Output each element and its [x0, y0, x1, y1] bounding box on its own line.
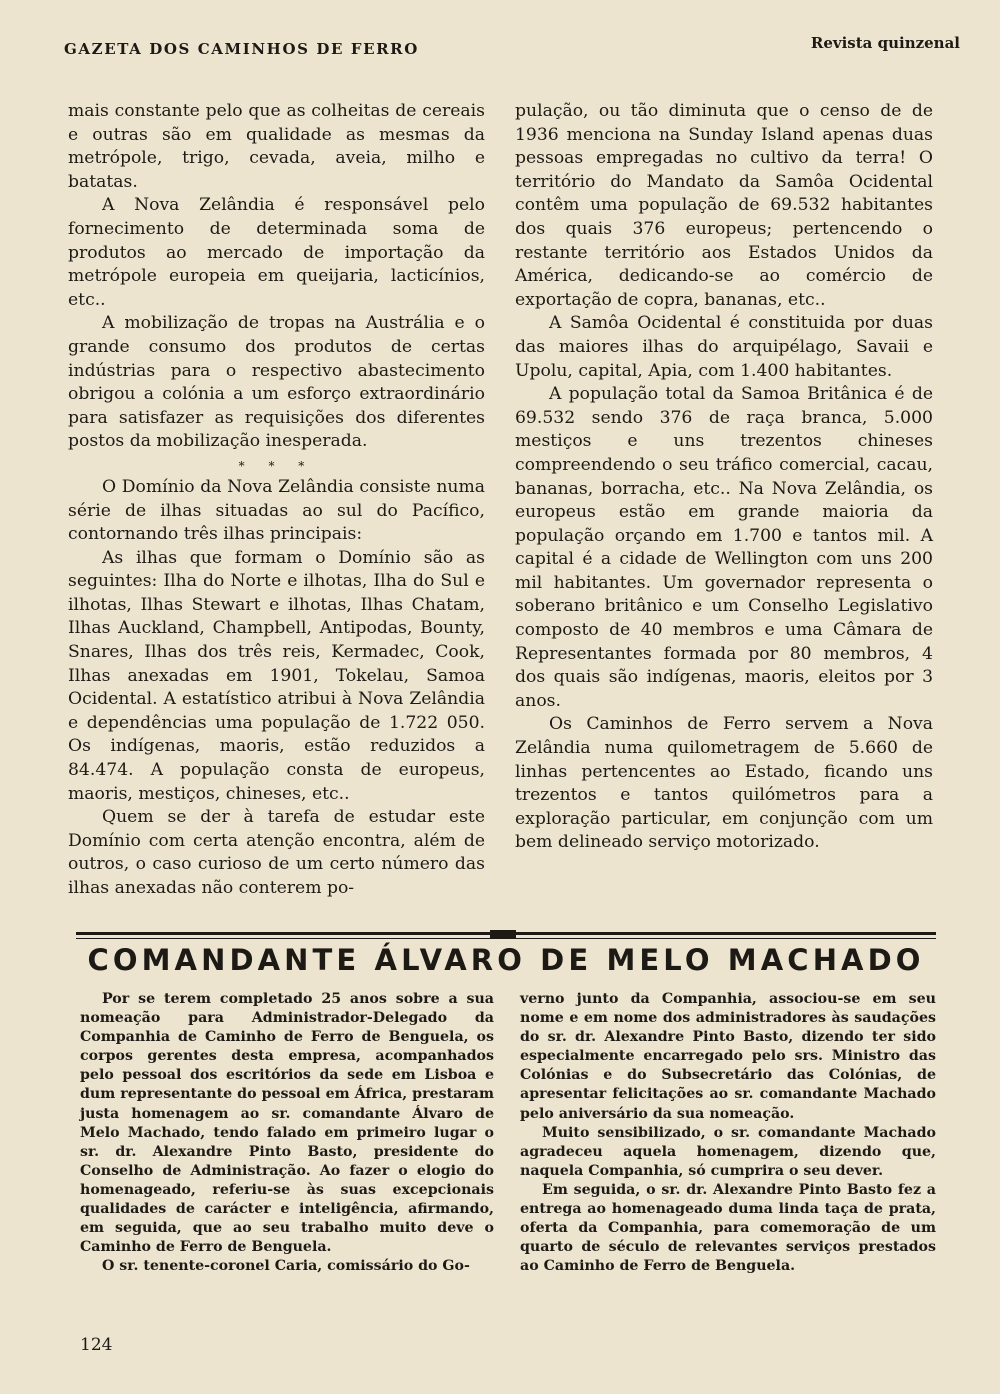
paragraph: Por se terem completado 25 anos sobre a sua nomeação para Administrador-Delegado da Companhia de Caminho de Ferro de Benguela, os corpos gerentes desta empresa, acompanhados pelo pessoal dos escritórios da sede em Lisboa e dum representante do pessoal em África, prestaram justa homenagem ao sr. comandante Álvaro de Melo Machado, tendo falado em primeiro lugar o sr. dr. Alexandre Pinto Basto, presidente do Conselho de Administração. Ao fazer o elogio do homenageado, referiu-se às suas excepcionais qualidades de carácter e inteligência, afirmando, em seguida, que ao seu trabalho muito deve o Caminho de Ferro de Benguela. [80, 991, 494, 1256]
running-header [64, 34, 960, 70]
article2-right-column [520, 990, 936, 1276]
paragraph: A população total da Samoa Britânica é de 69.532 sendo 376 de raça branca, 5.000 mestiços e uns trezentos chineses compreendendo o seu tráfico comercial, cacau, bananas, borracha, etc.. Na Nova Zelândia, os europeus estão em grande maioria da população orçando em 1.700 e tantos mil. A capital é a cidade de Wellington com uns 200 mil habitantes. Um governador representa o soberano britânico e um Conselho Legislativo composto de 40 membros e uma Câmara de Representantes formada por 80 membros, 4 dos quais são indígenas, maoris, eleitos por 3 anos. [515, 384, 933, 711]
paragraph: Muito sensibilizado, o sr. comandante Machado agradeceu aquela homenagem, dizendo que, naquela Companhia, só cumprira o seu dever. [520, 1124, 936, 1179]
article2-left-column [80, 990, 494, 1276]
paragraph: pulação, ou tão diminuta que o censo de de 1936 menciona na Sunday Island apenas duas pessoas empregadas no cultivo da terra! O território do Mandato da Samôa Ocidental contêm uma população de 69.532 habitantes dos quais 376 europeus; pertencendo o restante território aos Estados Unidos da América, dedicando-se ao comércio de exportação de copra, bananas, etc.. [515, 101, 933, 310]
paragraph: Em seguida, o sr. dr. Alexandre Pinto Basto fez a entrega ao homenageado duma linda taça de prata, oferta da Companhia, para comemoração de um quarto de século de relevantes serviços prestados ao Caminho de Ferro de Benguela. [520, 1181, 936, 1275]
paragraph: A mobilização de tropas na Austrália e o grande consumo dos produtos de certas indústrias para o respectivo abastecimento obrigou a colónia a um esforço extraordinário para satisfazer as requisições dos diferentes postos da mobilização inesperada. [68, 313, 485, 452]
article1-right-column [515, 100, 933, 855]
paragraph: Quem se der à tarefa de estudar este Domínio com certa atenção encontra, além de outros, o caso curioso de um certo número das ilhas anexadas não conterem po- [68, 807, 485, 898]
publication-subtitle: Revista quinzenal [810, 34, 960, 52]
publication-title: GAZETA DOS CAMINHOS DE FERRO [64, 40, 419, 58]
paragraph: A Samôa Ocidental é constituida por duas das maiores ilhas do arquipélago, Savaii e Upolu, capital, Apia, com 1.400 habitantes. [515, 313, 933, 381]
paragraph: As ilhas que formam o Domínio são as seguintes: Ilha do Norte e ilhotas, Ilha do Sul e ilhotas, Ilhas Stewart e ilhotas, Ilhas Chatam, Ilhas Auckland, Champbell, Antipodas, Bounty, Snares, Ilhas dos três reis, Kermadec, Cook, Ilhas anexadas em 1901, Tokelau, Samoa Ocidental. A estatístico atribui à Nova Zelândia e dependências uma população de 1.722 050. Os indígenas, maoris, estão reduzidos a 84.474. A população consta de europeus, maoris, mestiços, chineses, etc.. [68, 547, 485, 804]
paragraph: O Domínio da Nova Zelândia consiste numa série de ilhas situadas ao sul do Pacífico, contornando três ilhas principais: [68, 476, 485, 545]
paragraph: O sr. tenente-coronel Caria, comissário do Go- [102, 1258, 470, 1275]
article1-left-column [68, 100, 485, 901]
paragraph: verno junto da Companhia, associou-se em seu nome e em nome dos administradores às saudações do sr. dr. Alexandre Pinto Basto, dizendo ter sido especialmente encarregado pelo srs. Ministro das Colónias e do Subsecretário das Colónias, de apresentar felicitações ao sr. comandante Machado pelo aniversário da sua nomeação. [520, 991, 936, 1122]
paragraph: Os Caminhos de Ferro servem a Nova Zelândia numa quilometragem de 5.660 de linhas pertencentes ao Estado, ficando uns trezentos e tantos quilómetros para a exploração particular, em conjunção com um bem delineado serviço motorizado. [515, 714, 933, 853]
paragraph: A Nova Zelândia é responsável pelo fornecimento de determinada soma de produtos ao mercado de importação da metrópole europeia em queijaria, lacticínios, etc.. [68, 195, 485, 310]
paragraph: mais constante pelo que as colheitas de cereais e outras são em qualidade as mesmas da metrópole, trigo, cevada, aveia, milho e batatas. [68, 101, 485, 192]
divider-rule-thin [76, 938, 936, 939]
section-separator: * * * [238, 458, 315, 473]
page-number: 124 [80, 1335, 113, 1355]
divider-ornament [490, 930, 516, 938]
article2-headline: COMANDANTE ÁLVARO DE MELO MACHADO [87, 943, 925, 977]
